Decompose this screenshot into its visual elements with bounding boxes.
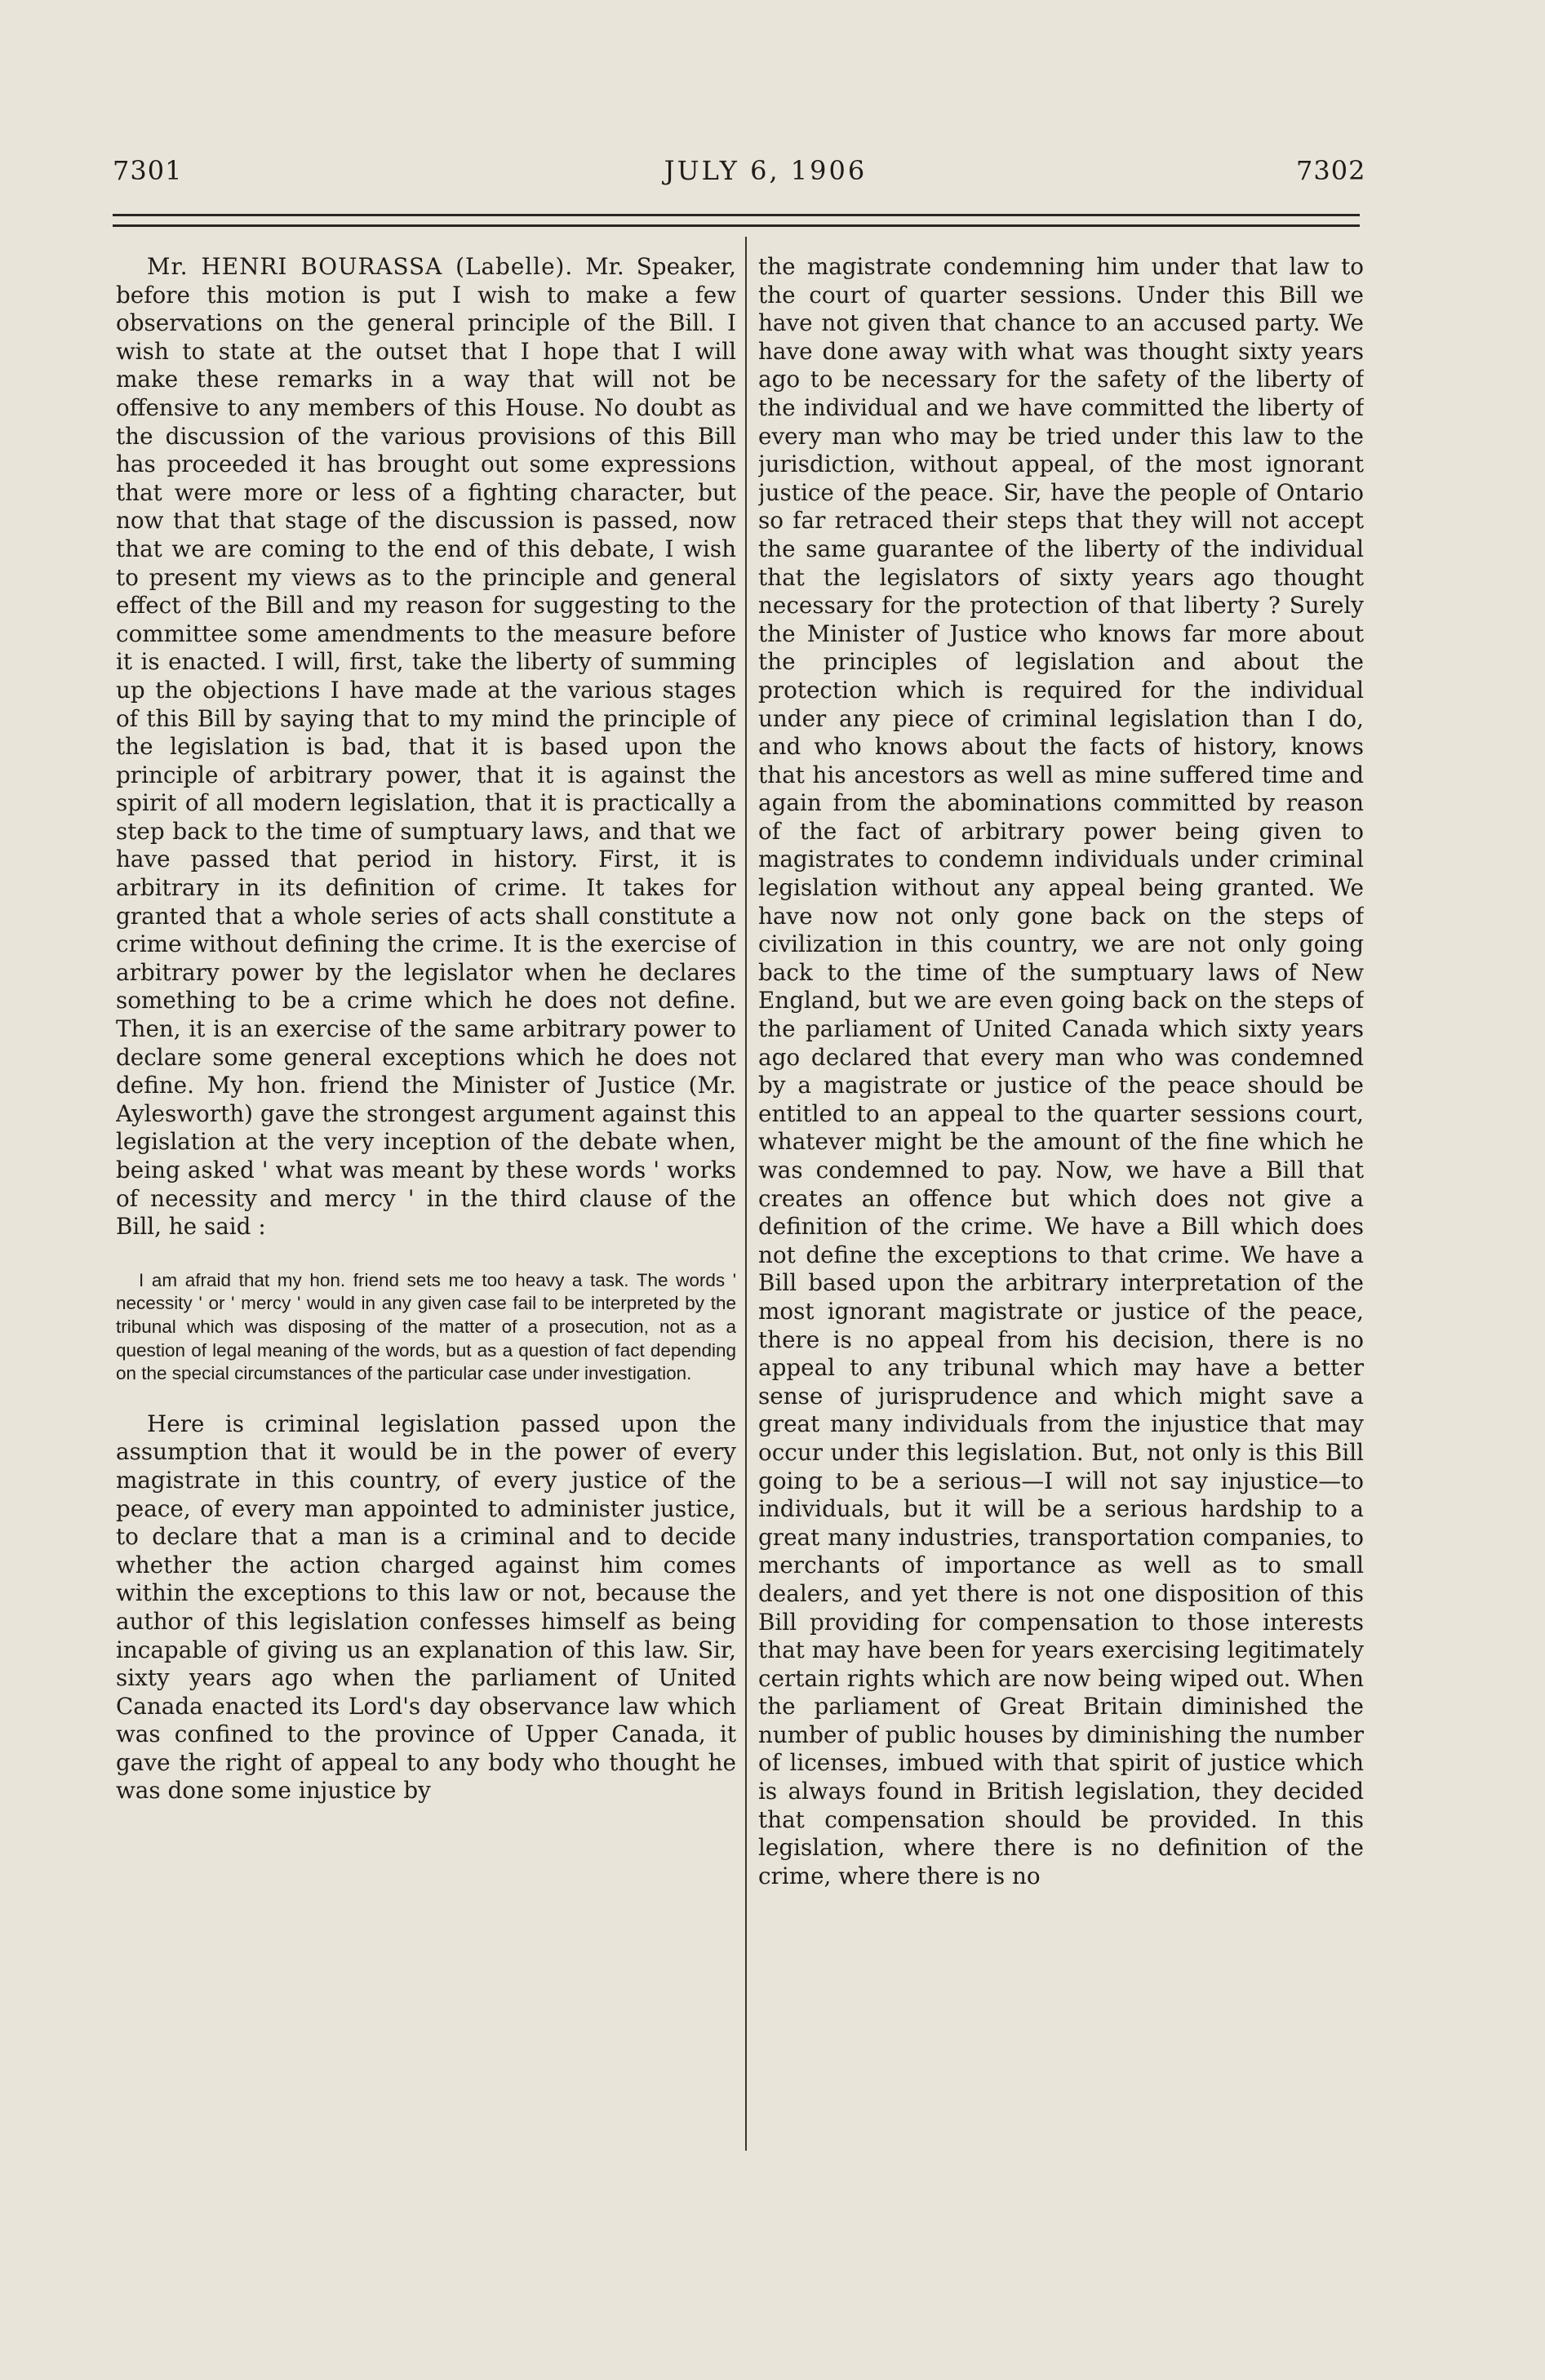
speech-paragraph-continued: the magistrate condemning him under that law to the court of quarter sessions. Under this Bill we have not given that chance to an accused party. We have done away with what was thought sixty years ago to be necessary for the safety of the liberty of the individual and we have committed the liberty of every man who may be tried under this law to the jurisdiction, without appeal, of the most ignorant justice of the peace. Sir, have the people of Ontario so far retraced their steps that they will not accept the same guarantee of the liberty of the individual that the legislators of sixty years ago thought necessary for the protection of that liberty ? Surely the Minister of Justice who knows far more about the principles of legislation and about the protection which is required for the individual under any piece of criminal legislation than I do, and who knows about the facts of history, knows that his ancestors as well as mine suffered time and again from the abominations committed by reason of the fact of arbitrary power being given to magistrates to condemn individuals under criminal legislation without any appeal being granted. We have now not only gone back on the steps of civilization in this country, we are not only going back to the time of the sumptuary laws of New England, but we are even going back on the steps of the parliament of United Canada which sixty years ago declared that every man who was condemned by a magistrate or justice of the peace should be entitled to an appeal to the quarter sessions court, whatever might be the amount of the fine which he was condemned to pay. Now, we have a Bill that creates an offence but which does not give a definition of the crime. We have a Bill which does not define the exceptions to that crime. We have a Bill based upon the arbitrary interpretation of the most ignorant magistrate or justice of the peace, there is no appeal from his decision, there is no appeal to any tribunal which may have a better sense of jurisprudence and which might save a great many individuals from the injustice that may occur under this legislation. But, not only is this Bill going to be a serious—I will not say injustice—to individuals, but it will be a serious hardship to a great many industries, transportation companies, to merchants of importance as well as to small dealers, and yet there is not one disposition of this Bill providing for compensation to those interests that may have been for years exercising legitimately certain rights which are now being wiped out. When the parliament of Great Britain diminished the number of public houses by diminishing the number of licenses, imbued with that spirit of justice which is always found in British legislation, they decided that compensation should be provided. In this legislation, where there is no definition of the crime, where there is no bbox=[758, 253, 1364, 1889]
left-column bbox=[116, 253, 736, 2147]
header-rule-top bbox=[113, 214, 1360, 216]
speaker-name: Mr. HENRI BOURASSA (Labelle). bbox=[147, 253, 574, 280]
speech-text-1: Mr. Speaker, before this motion is put I wish to make a few observations on the general principle of the Bill. I wish to state at the outset that I hope that I will make these remarks in a way that will not be offensive to any members of this House. No doubt as the discussion of the various provisions of this Bill has proceeded it has brought out some expressions that were more or less of a fighting character, but now that that stage of the discussion is passed, now that we are coming to the end of this debate, I wish to present my views as to the principle and general effect of the Bill and my reason for suggesting to the committee some amendments to the measure before it is enacted. I will, first, take the liberty of summing up the objections I have made at the various stages of this Bill by saying that to my mind the principle of the legislation is bad, that it is based upon the principle of arbitrary power, that it is against the spirit of all modern legislation, that it is practically a step back to the time of sumptuary laws, and that we have passed that period in history. First, it is arbitrary in its definition of crime. It takes for granted that a whole series of acts shall constitute a crime without defining the crime. It is the exercise of arbitrary power by the legislator when he declares something to be a crime which he does not define. Then, it is an exercise of the same arbitrary power to declare some general exceptions which he does not define. My hon. friend the Minister of Justice (Mr. Aylesworth) gave the strongest argument against this legislation at the very inception of the debate when, being asked ' what was meant by these words ' works of necessity and mercy ' in the third clause of the Bill, he said : bbox=[116, 253, 736, 1241]
column-divider bbox=[745, 237, 747, 2151]
page-date: JULY 6, 1906 bbox=[664, 155, 868, 186]
header-rule-bottom bbox=[113, 224, 1360, 227]
speech-paragraph-2: Here is criminal legislation passed upon the assumption that it would be in the power of every magistrate in this country, of every justice of the peace, of every man appointed to administer justice, to declare that a man is a criminal and to decide whether the action charged against him comes within the exceptions to this law or not, because the author of this legislation confesses himself as being incapable of giving us an explanation of this law. Sir, sixty years ago when the parliament of United Canada enacted its Lord's day observance law which was confined to the province of Upper Canada, it gave the right of appeal to any body who thought he was done some injustice by bbox=[116, 1410, 736, 1805]
right-column bbox=[758, 253, 1364, 2147]
page-number-right: 7302 bbox=[1296, 155, 1366, 186]
page-number-left: 7301 bbox=[113, 155, 183, 186]
speech-paragraph-1 bbox=[116, 253, 736, 1241]
quotation: I am afraid that my hon. friend sets me too heavy a task. The words ' necessity ' or ' mercy ' would in any given case fail to be interpreted by the tribunal which was disposing of the matter of a prosecution, not as a question of legal meaning of the words, but as a question of fact depending on the special circumstances of the particular case under investigation. bbox=[116, 1269, 736, 1384]
